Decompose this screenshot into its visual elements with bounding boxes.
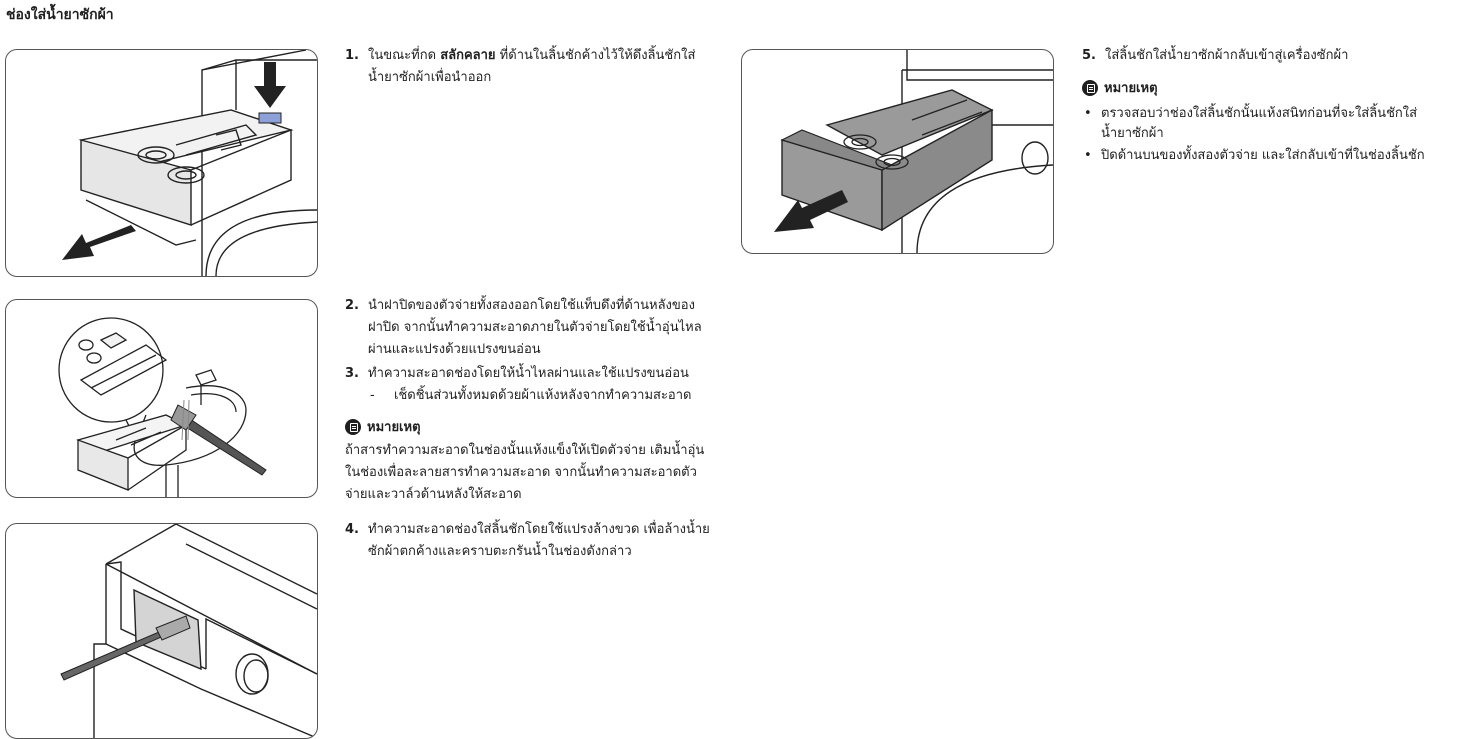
step-number: 2. bbox=[345, 298, 359, 313]
step-text: ผ่านและแปรงด้วยแปรงขนอ่อน bbox=[368, 342, 541, 357]
note-bullet-list bbox=[1082, 104, 1457, 168]
step-number: 1. bbox=[345, 48, 359, 63]
illustration-remove-drawer bbox=[5, 49, 318, 277]
step-3 bbox=[345, 363, 725, 407]
step-2 bbox=[345, 295, 725, 361]
step-4 bbox=[345, 519, 725, 563]
illustration-clean-recess bbox=[5, 523, 318, 739]
release-latch-term: สลักคลาย bbox=[440, 48, 496, 63]
step-1 bbox=[345, 45, 725, 89]
step-5 bbox=[1082, 45, 1452, 67]
step-text: เช็ดชิ้นส่วนทั้งหมดด้วยผ้าแห้งหลังจากทำความสะอาด bbox=[394, 388, 692, 403]
note-icon bbox=[1082, 80, 1098, 96]
note-label: หมายเหตุ bbox=[1104, 81, 1158, 96]
step-text: ทำความสะอาดช่องใส่ลิ้นชักโดยใช้แปรงล้างขวด เพื่อล้างน้ำย bbox=[368, 522, 710, 537]
illustration-clean-dispenser bbox=[5, 299, 318, 498]
step-text: นำฝาปิดของตัวจ่ายทั้งสองออกโดยใช้แท็บดึงที่ด้านหลังของ bbox=[368, 298, 695, 313]
step-substep bbox=[368, 385, 725, 407]
step-text: ฝาปิด จากนั้นทำความสะอาดภายในตัวจ่ายโดยใช้น้ำอุ่นไหล bbox=[368, 320, 702, 335]
step-number: 4. bbox=[345, 522, 359, 537]
note-body bbox=[345, 440, 730, 506]
bullet-text: • ปิดด้านบนของทั้งสองตัวจ่าย และใส่กลับเข้าที่ในช่องลิ้นชัก bbox=[1101, 148, 1425, 163]
step-number: 5. bbox=[1082, 48, 1096, 63]
note-text: จ่ายและวาล์วด้านหลังให้สะอาด bbox=[345, 487, 522, 502]
note-label: หมายเหตุ bbox=[367, 420, 421, 435]
step-text: ที่ด้านในลิ้นชักค้างไว้ให้ดึงลิ้นชักใส่ bbox=[495, 48, 696, 63]
note-heading bbox=[1082, 77, 1158, 98]
step-text: ใส่ลิ้นชักใส่น้ำยาซักผ้ากลับเข้าสู่เครื่องซักผ้า bbox=[1105, 48, 1349, 63]
illustration-insert-drawer bbox=[741, 49, 1054, 254]
list-item bbox=[1082, 146, 1457, 166]
bullet-text: น้ำยาซักผ้า bbox=[1101, 126, 1164, 141]
bullet-text: • ตรวจสอบว่าช่องใส่ลิ้นชักนั้นแห้งสนิทก่อนที่จะใส่ลิ้นชักใส่ bbox=[1101, 106, 1418, 121]
step-text: ทำความสะอาดช่องโดยให้น้ำไหลผ่านและใช้แปรงขนอ่อน bbox=[368, 366, 689, 381]
note-icon bbox=[345, 419, 361, 435]
step-text: ในขณะที่กด bbox=[368, 48, 441, 63]
page-title: ช่องใส่น้ำยาซักผ้า bbox=[6, 7, 114, 23]
step-text: ซักผ้าตกค้างและคราบตะกรันน้ำในช่องดังกล่าว bbox=[368, 544, 632, 559]
dash-marker: - bbox=[370, 388, 375, 403]
note-text: ในช่องเพื่อละลายสารทำความสะอาด จากนั้นทำความสะอาดตัว bbox=[345, 465, 697, 480]
note-text: ถ้าสารทำความสะอาดในช่องนั้นแห้งแข็งให้เปิดตัวจ่าย เติมน้ำอุ่น bbox=[345, 443, 705, 458]
step-number: 3. bbox=[345, 366, 359, 381]
note-heading bbox=[345, 416, 421, 437]
list-item bbox=[1082, 104, 1457, 144]
step-text: น้ำยาซักผ้าเพื่อนำออก bbox=[368, 70, 492, 85]
